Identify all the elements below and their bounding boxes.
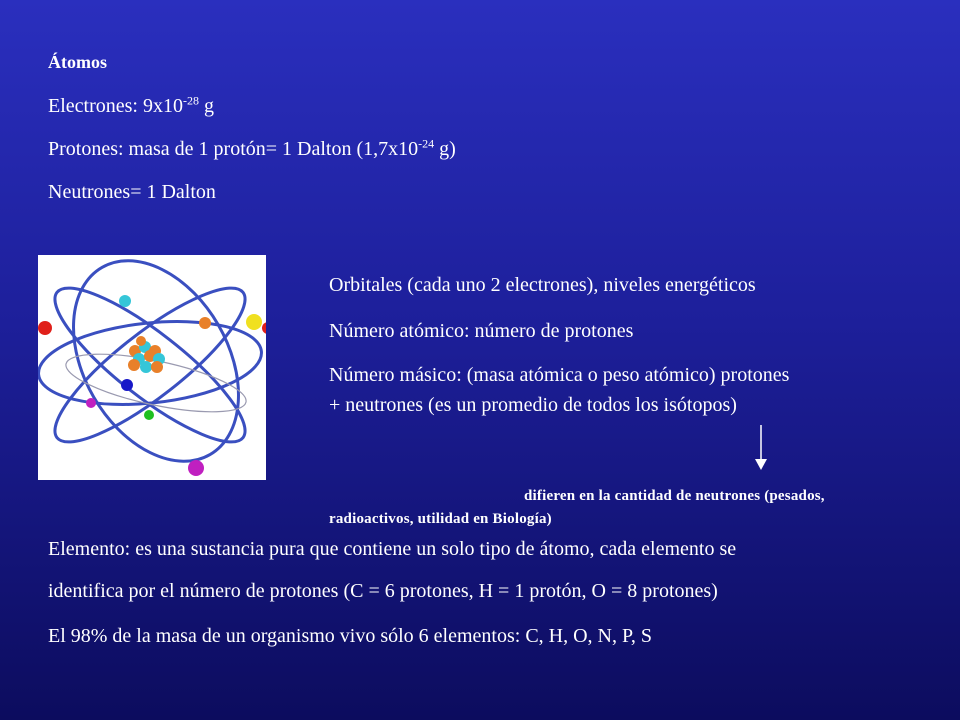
- numero-masico-text-1: Número másico: (masa atómica o peso atómico) protones: [329, 364, 790, 386]
- electron-red-right: [262, 322, 266, 334]
- electrones-unit: g: [198, 95, 214, 117]
- electron-magenta-small: [86, 398, 96, 408]
- protones-unit: g): [434, 138, 456, 160]
- nucleus: [128, 336, 165, 373]
- isotopos-note-line1: difieren en la cantidad de neutrones (pesados,: [524, 488, 825, 504]
- down-arrow-icon: [753, 425, 769, 470]
- electron-orange: [199, 317, 211, 329]
- electrones-line: [48, 94, 214, 118]
- protones-exponent: -24: [418, 136, 435, 151]
- elemento-line2: identifica por el número de protones (C = 6 protones, H = 1 protón, O = 8 protones): [48, 580, 718, 602]
- page-title: Átomos: [48, 52, 107, 72]
- elemento-line3: El 98% de la masa de un organismo vivo sólo 6 elementos: C, H, O, N, P, S: [48, 625, 653, 647]
- elemento-line1: Elemento: es una sustancia pura que contiene un solo tipo de átomo, cada elemento se: [48, 538, 737, 560]
- isotopos-note-line2: radioactivos, utilidad en Biología): [329, 511, 552, 527]
- electrones-exponent: -28: [182, 93, 199, 108]
- atom-diagram: [38, 255, 266, 480]
- atom-illustration: [38, 255, 266, 480]
- numero-masico-text-2: + neutrones (es un promedio de todos los isótopos): [329, 394, 737, 416]
- electron-yellow: [246, 314, 262, 330]
- electron-blue: [121, 379, 133, 391]
- orbitales-text: Orbitales (cada uno 2 electrones), niveles energéticos: [329, 274, 756, 296]
- neutrones-line: Neutrones= 1 Dalton: [48, 181, 216, 203]
- protones-label: Protones: masa de 1 protón= 1 Dalton (1,7x10: [48, 138, 419, 160]
- electron-magenta-large: [188, 460, 204, 476]
- electron-red-left: [38, 321, 52, 335]
- electrones-label: Electrones: 9x10: [48, 95, 183, 117]
- electron-cyan: [119, 295, 131, 307]
- numero-atomico-text: Número atómico: número de protones: [329, 320, 634, 342]
- protones-line: [48, 137, 456, 161]
- electron-green: [144, 410, 154, 420]
